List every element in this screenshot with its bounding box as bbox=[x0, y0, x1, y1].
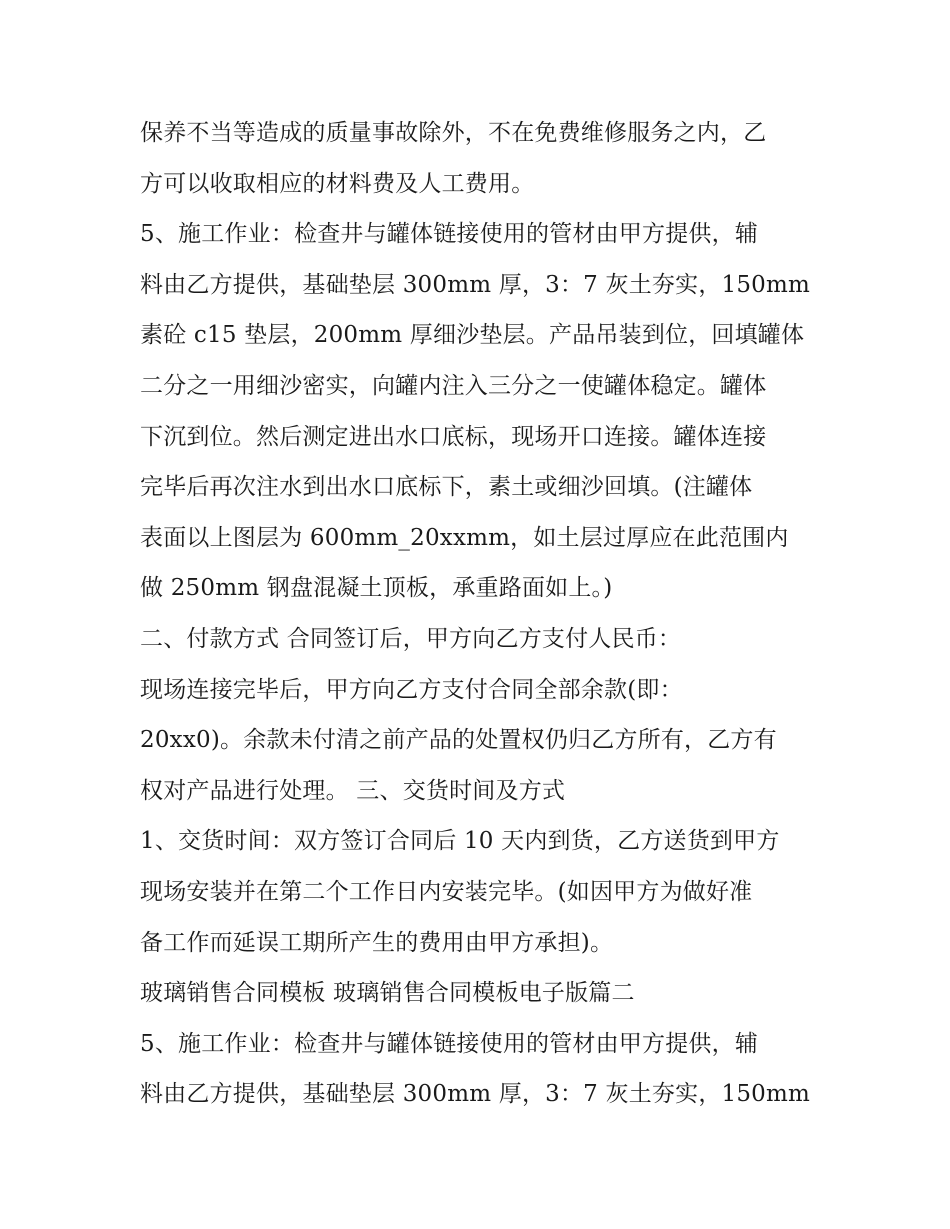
text-line: 表面以上图层为 600mm_20xxmm，如土层过厚应在此范围内 bbox=[140, 524, 789, 551]
text-line: 1、交货时间：双方签订合同后 10 天内到货，乙方送货到甲方 bbox=[140, 828, 780, 855]
text-line: 20xx0)。余款未付清之前产品的处置权仍归乙方所有，乙方有 bbox=[140, 727, 777, 754]
text-line: 做 250mm 钢盘混凝土顶板，承重路面如上。) bbox=[140, 575, 613, 602]
section-heading-line: 二、付款方式 合同签订后，甲方向乙方支付人民币： bbox=[140, 625, 682, 652]
text-line: 完毕后再次注水到出水口底标下，素土或细沙回填。(注罐体 bbox=[140, 474, 753, 501]
text-line: 5、施工作业：检查井与罐体链接使用的管材由甲方提供，辅 bbox=[140, 221, 759, 248]
section-title-line: 玻璃销售合同模板 玻璃销售合同模板电子版篇二 bbox=[140, 980, 635, 1007]
text-line: 现场连接完毕后，甲方向乙方支付合同全部余款(即： bbox=[140, 676, 683, 703]
text-line: 下沉到位。然后测定进出水口底标，现场开口连接。罐体连接 bbox=[140, 423, 767, 450]
text-line: 现场安装并在第二个工作日内安装完毕。(如因甲方为做好准 bbox=[140, 878, 753, 905]
text-line: 保养不当等造成的质量事故除外，不在免费维修服务之内，乙 bbox=[140, 120, 767, 146]
text-line: 5、施工作业：检查井与罐体链接使用的管材由甲方提供，辅 bbox=[140, 1030, 759, 1057]
text-line: 方可以收取相应的材料费及人工费用。 bbox=[140, 170, 535, 197]
text-line: 二分之一用细沙密实，向罐内注入三分之一使罐体稳定。罐体 bbox=[140, 372, 767, 399]
text-line: 料由乙方提供，基础垫层 300mm 厚，3：7 灰土夯实，150mm bbox=[140, 1081, 811, 1108]
text-line: 备工作而延误工期所产生的费用由甲方承担)。 bbox=[140, 929, 614, 956]
text-line: 料由乙方提供，基础垫层 300mm 厚，3：7 灰土夯实，150mm bbox=[140, 271, 811, 298]
text-line: 素砼 c15 垫层，200mm 厚细沙垫层。产品吊装到位，回填罐体 bbox=[140, 322, 805, 349]
document-body bbox=[140, 108, 820, 1120]
text-line: 权对产品进行处理。 三、交货时间及方式 bbox=[140, 777, 566, 804]
